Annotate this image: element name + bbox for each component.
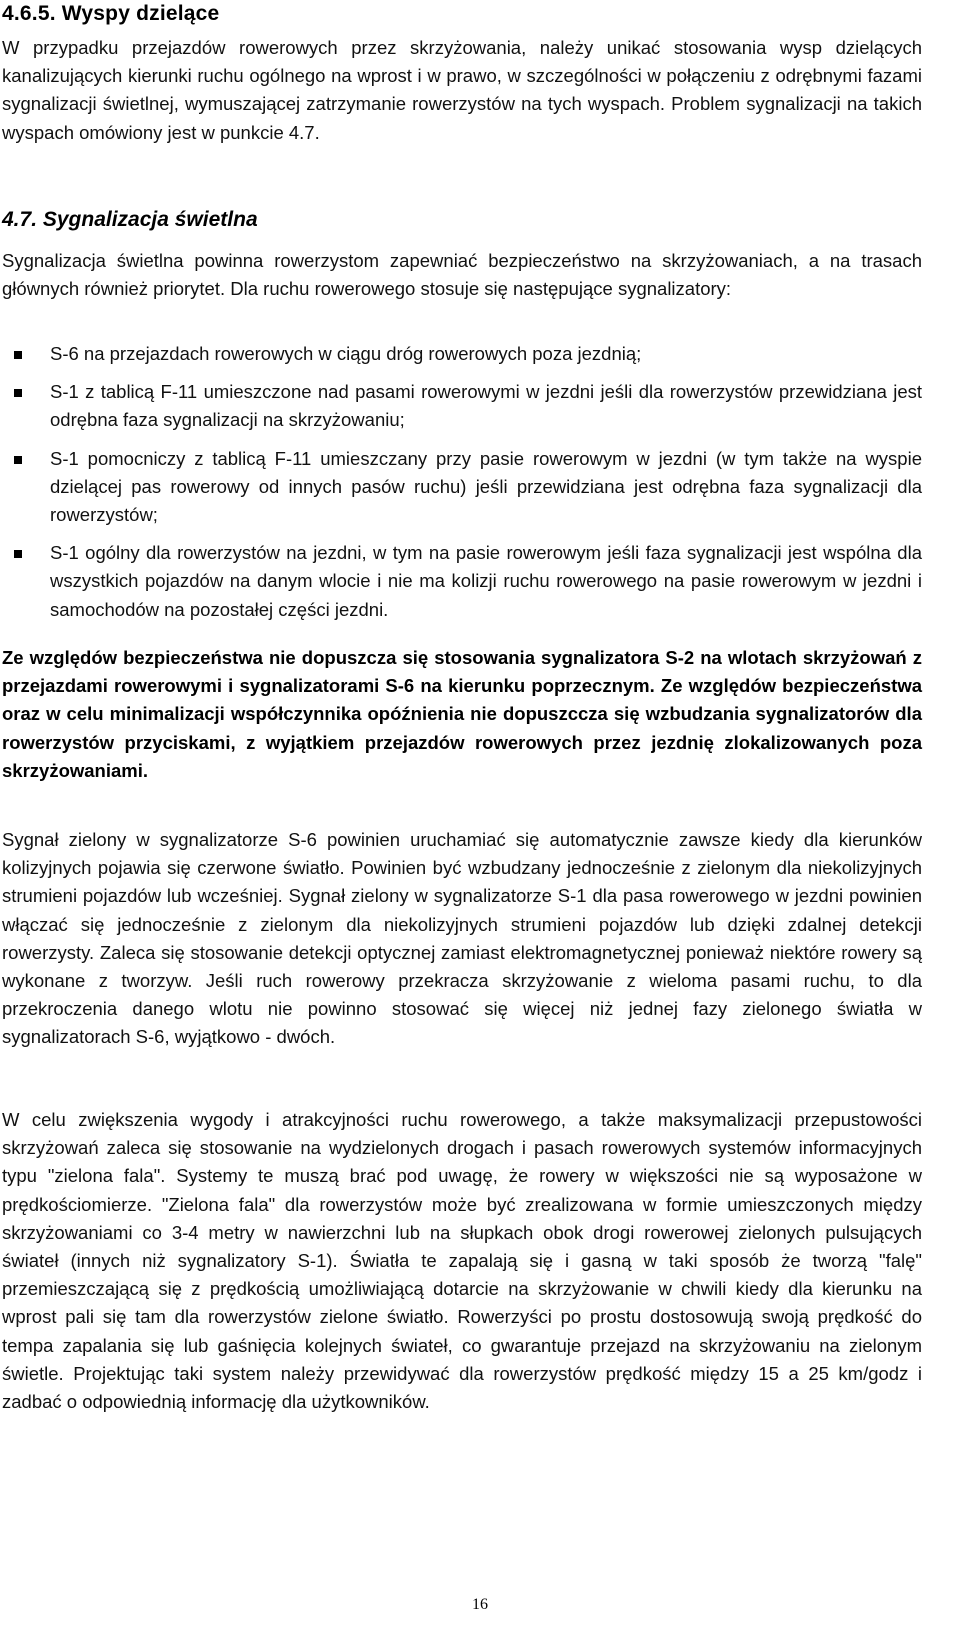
green-signal-paragraph: Sygnał zielony w sygnalizatorze S-6 powinien uruchamiać się automatycznie zawsze kiedy dla kierunków kolizyjnych pojawia się czerwone światło. Powinien być wzbudzany jednocześnie z zielonym dla niekolizyjnych strumieni pojazdów lub wcześniej. Sygnał zielony w sygnalizatorze S-1 dla pasa rowerowego w jezdni powinien włączać się jednocześnie z zielonym dla niekolizyjnych strumieni pojazdów lub dzięki zdalnej detekcji rowerzysty. Zaleca się stosowanie detekcji optycznej zamiast elektromagnetycznej ponieważ niektóre rowery są wykonane z tworzyw. Jeśli ruch rowerowy przekracza skrzyżowanie z wieloma pasami ruchu, to dla przekroczenia danego wlotu nie powinno stosować się więcej niż jednej fazy zielonego światła w sygnalizatorach S-6, wyjątkowo - dwóch.: [2, 829, 922, 1048]
bullet-square-icon: [14, 456, 22, 464]
list-item: [2, 340, 922, 368]
section-heading: 4.6.5. Wyspy dzielące: [2, 2, 220, 25]
bullet-square-icon: [14, 389, 22, 397]
intro-paragraph: W przypadku przejazdów rowerowych przez skrzyżowania, należy unikać stosowania wysp dzielących kanalizujących kierunki ruchu ogólnego na wprost i w prawo, w szczególności w połączeniu z odrębnymi fazami sygnalizacji świetlnej, wymuszającej zatrzymanie rowerzystów na tych wyspach. Problem sygnalizacji na takich wyspach omówiony jest w punkcie 4.7.: [2, 37, 922, 143]
page-number: 16: [472, 1596, 488, 1613]
signal-paragraph: Sygnalizacja świetlna powinna rowerzystom zapewniać bezpieczeństwo na skrzyżowaniach, a na trasach głównych również priorytet. Dla ruchu rowerowego stosuje się następujące sygnalizatory:: [2, 250, 922, 300]
list-item: [2, 378, 922, 434]
safety-paragraph: Ze względów bezpieczeństwa nie dopuszcza się stosowania sygnalizatora S-2 na wlotach skrzyżowań z przejazdami rowerowymi i sygnalizatorami S-6 na kierunku poprzecznym. Ze względów bezpieczeństwa oraz w celu minimalizacji współczynnika opóźnienia nie dopuszcczа się wzbudzania sygnalizatorów dla rowerzystów przyciskami, z wyjątkiem przejazdów rowerowych przez jezdnię zlokalizowanych poza skrzyżowaniami.: [2, 647, 922, 781]
list-item: [2, 539, 922, 624]
list-item-text: S-1 ogólny dla rowerzystów na jezdni, w tym na pasie rowerowym jeśli faza sygnalizacji jest wspólna dla wszystkich pojazdów na danym wlocie i nie ma kolizji ruchu rowerowego na pasie rowerowym w jezdni i samochodów na pozostałej części jezdni.: [50, 542, 922, 620]
bullet-square-icon: [14, 351, 22, 359]
list-item-text: S-1 pomocniczy z tablicą F-11 umieszczany przy pasie rowerowym w jezdni (w tym także na wyspie dzielącej pas rowerowy od innych pasów ruchu) jeśli przewidziana jest odrębna faza sygnalizacji dla rowerzystów;: [50, 447, 922, 526]
list-item-text: S-1 z tablicą F-11 umieszczone nad pasami rowerowymi w jezdni jeśli dla rowerzystów przewidziana jest odrębna faza sygnalizacji na skrzyżowaniu;: [50, 381, 922, 431]
bullet-square-icon: [14, 550, 22, 558]
green-wave-paragraph: W celu zwiększenia wygody i atrakcyjności ruchu rowerowego, a także maksymalizacji przepustowości skrzyżowań zaleca się stosowanie na wydzielonych drogach i pasach rowerowych systemów informacyjnych typu "zielona fala". Systemy te muszą brać pod uwagę, że rowery w większości nie są wyposażone w prędkościomierze. "Zielona fala" dla rowerzystów może być zrealizowana w formie umieszczonych między skrzyżowaniami co 3-4 metry w nawierzchni lub na słupkach obok drogi rowerowej zielonych pulsujących świateł (innych niż sygnalizatory S-1). Światła te zapalają się i gasną w taki sposób że tworzą "falę" przemieszczającą się z prędkością umożliwiającą dotarcie na skrzyżowanie w chwili kiedy dla kierunku na wprost pali się tam dla rowerzystów zielone światło. Rowerzyści po prostu dostosowują swoją prędkość do tempa zapalania się lub gaśnięcia kolejnych świateł, co gwarantuje przejazd na skrzyżowaniu na zielonym świetle. Projektując taki system należy przewidywać dla rowerzystów prędkość między 15 a 25 km/godz i zadbać o odpowiednią informację dla użytkowników.: [2, 1109, 922, 1413]
subsection-heading: 4.7. Sygnalizacja świetlna: [2, 208, 258, 231]
signal-list: [2, 340, 922, 624]
list-item: [2, 445, 922, 530]
list-item-text: S-6 na przejazdach rowerowych w ciągu dróg rowerowych poza jezdnią;: [50, 343, 642, 364]
